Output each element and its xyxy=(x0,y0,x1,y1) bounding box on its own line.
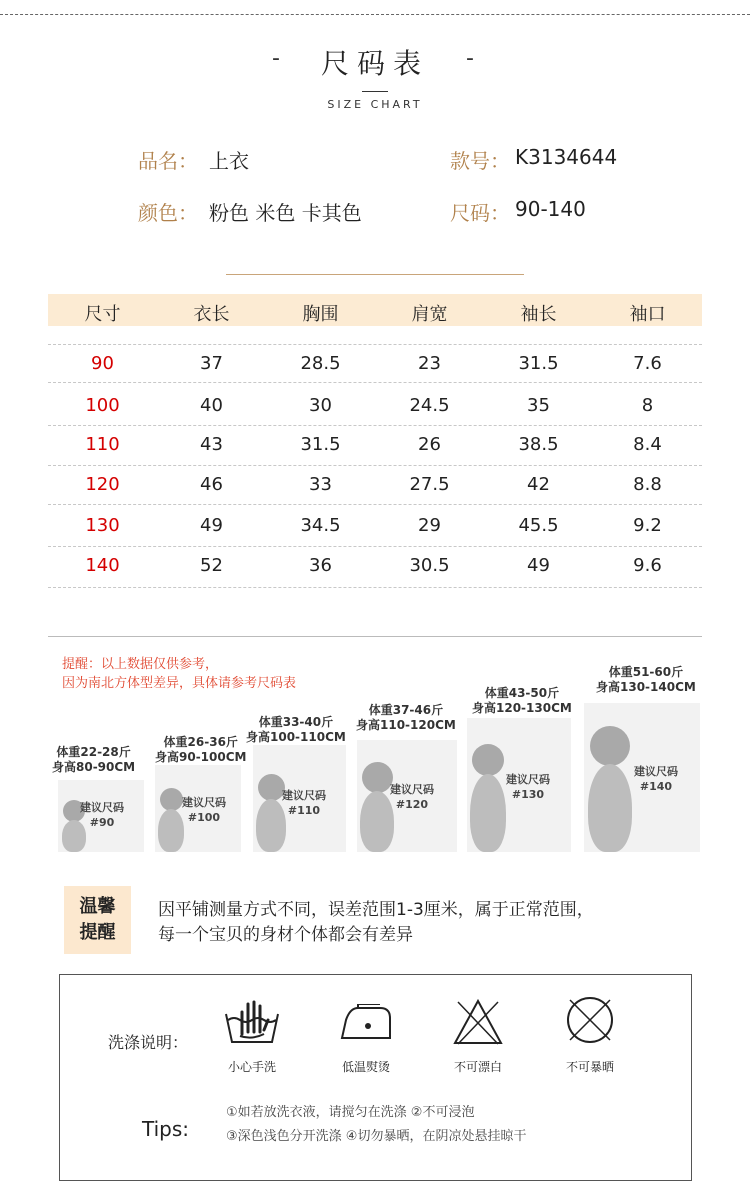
child-silhouette xyxy=(360,791,394,852)
size-range-label: 尺码： xyxy=(450,201,510,225)
recommended-size-value: #90 xyxy=(89,816,115,829)
row-divider xyxy=(48,504,702,505)
top-dashed-divider xyxy=(0,14,750,15)
recommended-size-label: 建议尺码 xyxy=(634,765,678,778)
table-header-cell: 尺寸 xyxy=(84,304,121,325)
table-cell: 38.5 xyxy=(518,434,559,455)
recommended-size xyxy=(80,800,124,830)
child-measure-info xyxy=(246,715,346,745)
table-cell: 34.5 xyxy=(300,515,341,536)
child-silhouette-head xyxy=(258,774,285,801)
low-iron-icon xyxy=(338,1004,394,1040)
recommended-size xyxy=(390,782,434,812)
care-caption-low-iron: 低温熨烫 xyxy=(341,1060,390,1074)
table-cell: 40 xyxy=(200,395,223,416)
table-header-cell: 袖长 xyxy=(520,304,557,325)
table-cell: 36 xyxy=(309,555,332,576)
table-cell: 33 xyxy=(309,474,332,495)
child-height: 身高110-120CM xyxy=(356,718,456,732)
size-cell: 100 xyxy=(85,395,120,416)
table-cell: 9.6 xyxy=(633,555,662,576)
hand-wash-icon xyxy=(222,1000,282,1044)
warm-tip-badge xyxy=(64,886,131,954)
care-caption-hand-wash: 小心手洗 xyxy=(227,1060,276,1074)
reminder-text xyxy=(62,655,296,693)
row-divider xyxy=(48,344,702,345)
recommended-size-value: #120 xyxy=(395,798,429,811)
child-silhouette-head xyxy=(362,762,393,793)
size-cell: 140 xyxy=(85,555,120,576)
table-cell: 28.5 xyxy=(300,353,341,374)
recommended-size xyxy=(506,772,550,802)
child-weight: 体重37-46斤 xyxy=(368,703,444,717)
table-header-cell: 肩宽 xyxy=(411,304,448,325)
warm-tip-line-2: 每一个宝贝的身材个体都会有差异 xyxy=(158,925,413,945)
child-silhouette-head xyxy=(590,726,630,766)
child-silhouette-head xyxy=(160,788,183,811)
table-cell: 31.5 xyxy=(300,434,341,455)
recommended-size-label: 建议尺码 xyxy=(80,801,124,814)
child-height: 身高90-100CM xyxy=(155,750,247,764)
color-value: 粉色 米色 卡其色 xyxy=(209,201,362,225)
tips-label: Tips: xyxy=(142,1117,190,1141)
table-cell: 8.8 xyxy=(633,474,662,495)
table-cell: 8 xyxy=(641,395,654,416)
page-subtitle: SIZE CHART xyxy=(327,98,423,111)
table-cell: 42 xyxy=(527,474,550,495)
table-cell: 45.5 xyxy=(518,515,559,536)
recommended-size-label: 建议尺码 xyxy=(182,796,226,809)
recommended-size-value: #130 xyxy=(511,788,545,801)
recommended-size-value: #100 xyxy=(187,811,221,824)
child-weight: 体重51-60斤 xyxy=(608,665,684,679)
product-name-value: 上衣 xyxy=(209,149,249,173)
care-caption-no-sun: 不可暴晒 xyxy=(565,1060,614,1074)
table-header-cell: 袖口 xyxy=(629,304,666,325)
child-measure-info xyxy=(52,745,135,775)
table-cell: 37 xyxy=(200,353,223,374)
warm-tip-text xyxy=(158,898,594,948)
care-caption-no-bleach: 不可漂白 xyxy=(453,1060,502,1074)
row-divider xyxy=(48,546,702,547)
table-cell: 26 xyxy=(418,434,441,455)
row-divider xyxy=(48,382,702,383)
section-divider xyxy=(48,636,702,637)
reminder-line-2: 因为南北方体型差异，具体请参考尺码表 xyxy=(62,676,297,691)
no-sun-dry-icon xyxy=(564,994,616,1046)
title-dash-right: - xyxy=(466,46,474,71)
table-cell: 7.6 xyxy=(633,353,662,374)
table-cell: 31.5 xyxy=(518,353,559,374)
recommended-size xyxy=(182,795,226,825)
title-underline xyxy=(362,91,388,92)
table-header-cell: 胸围 xyxy=(302,304,339,325)
recommended-size xyxy=(634,764,678,794)
table-header-cell: 衣长 xyxy=(193,304,230,325)
child-silhouette xyxy=(588,764,632,852)
warm-tip-label-1: 温馨 xyxy=(79,896,116,917)
row-divider xyxy=(48,587,702,588)
table-cell: 52 xyxy=(200,555,223,576)
table-cell: 24.5 xyxy=(409,395,450,416)
recommended-size xyxy=(282,788,326,818)
table-cell: 8.4 xyxy=(633,434,662,455)
table-cell: 46 xyxy=(200,474,223,495)
table-cell: 29 xyxy=(418,515,441,536)
table-cell: 49 xyxy=(200,515,223,536)
child-measure-info xyxy=(596,665,696,695)
warm-tip-label-2: 提醒 xyxy=(79,922,116,943)
table-cell: 9.2 xyxy=(633,515,662,536)
child-height: 身高80-90CM xyxy=(52,760,136,774)
child-height: 身高100-110CM xyxy=(246,730,346,744)
recommended-size-label: 建议尺码 xyxy=(390,783,434,796)
child-weight: 体重26-36斤 xyxy=(163,735,238,749)
model-value: K3134644 xyxy=(515,145,618,169)
size-cell: 90 xyxy=(91,353,114,374)
recommended-size-label: 建议尺码 xyxy=(506,773,550,786)
child-silhouette xyxy=(158,809,184,852)
child-weight: 体重43-50斤 xyxy=(484,686,560,700)
table-cell: 43 xyxy=(200,434,223,455)
table-cell: 30.5 xyxy=(409,555,450,576)
model-label: 款号： xyxy=(450,149,510,173)
child-measure-info xyxy=(356,703,456,733)
child-silhouette xyxy=(470,774,506,852)
recommended-size-label: 建议尺码 xyxy=(282,789,326,802)
table-cell: 35 xyxy=(527,395,550,416)
tips-line-1: ①如若放洗衣液，请搅匀在洗涤 ②不可浸泡 xyxy=(226,1105,475,1120)
size-cell: 110 xyxy=(85,434,120,455)
table-cell: 49 xyxy=(527,555,550,576)
recommended-size-value: #110 xyxy=(287,804,321,817)
row-divider xyxy=(48,425,702,426)
no-bleach-icon xyxy=(452,998,504,1048)
info-divider xyxy=(226,274,524,275)
child-height: 身高130-140CM xyxy=(596,680,696,694)
child-weight: 体重33-40斤 xyxy=(258,715,334,729)
size-range-value: 90-140 xyxy=(515,197,586,221)
child-measure-info xyxy=(472,686,572,716)
table-cell: 30 xyxy=(309,395,332,416)
table-cell: 27.5 xyxy=(409,474,450,495)
product-name-label: 品名： xyxy=(138,149,198,173)
tips-line-2: ③深色浅色分开洗涤 ④切勿暴晒，在阴凉处悬挂晾干 xyxy=(226,1129,527,1144)
page-title: 尺码表 xyxy=(320,47,429,80)
warm-tip-line-1: 因平铺测量方式不同，误差范围1-3厘米，属于正常范围， xyxy=(158,900,594,920)
child-weight: 体重22-28斤 xyxy=(56,745,131,759)
table-cell: 23 xyxy=(418,353,441,374)
care-label: 洗涤说明： xyxy=(108,1033,189,1052)
child-measure-info xyxy=(155,735,246,765)
child-height: 身高120-130CM xyxy=(472,701,572,715)
size-cell: 130 xyxy=(85,515,120,536)
recommended-size-value: #140 xyxy=(639,780,673,793)
color-label: 颜色： xyxy=(138,201,198,225)
row-divider xyxy=(48,465,702,466)
reminder-line-1: 提醒：以上数据仅供参考， xyxy=(62,657,219,672)
size-cell: 120 xyxy=(85,474,120,495)
child-silhouette-head xyxy=(472,744,504,776)
tips-text xyxy=(226,1101,526,1149)
title-dash-left: - xyxy=(272,46,280,71)
